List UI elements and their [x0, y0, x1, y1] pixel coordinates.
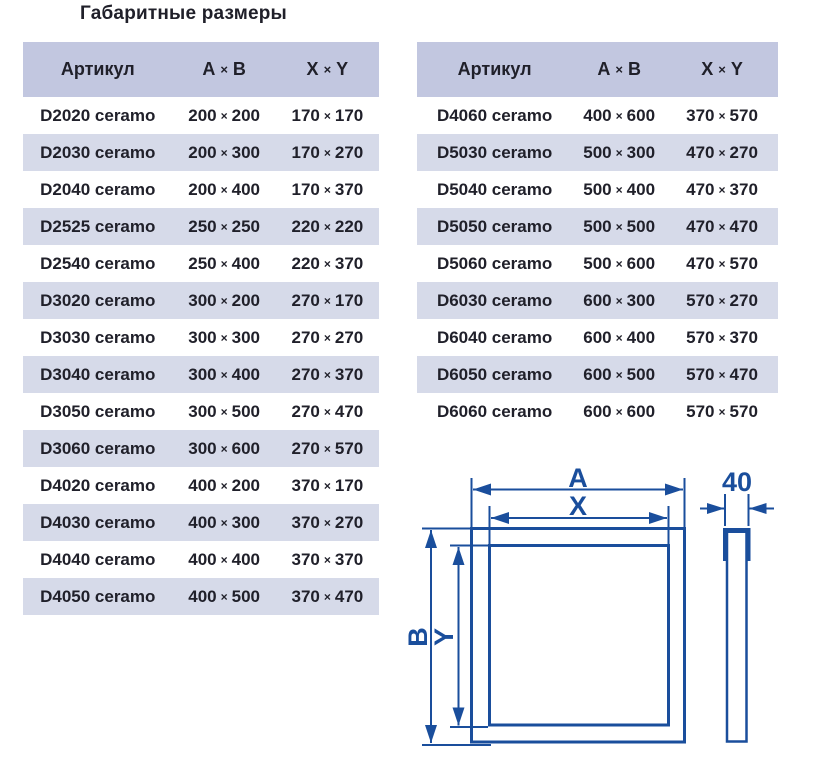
a-arrow-right [665, 484, 683, 496]
multiply-sign: × [220, 404, 228, 419]
xy-cell: 570 × 570 [686, 401, 758, 421]
multiply-sign: × [220, 108, 228, 123]
multiply-sign: × [220, 552, 228, 567]
ab-cell: 400 × 300 [188, 512, 261, 532]
article-cell: D4030 ceramo [40, 512, 156, 532]
table-row [417, 356, 778, 393]
xy-cell: 470 × 370 [686, 179, 758, 199]
multiply-sign: × [718, 219, 726, 234]
multiply-sign: × [615, 367, 623, 382]
multiply-sign: × [718, 108, 726, 123]
table-row [23, 578, 379, 615]
multiply-sign: × [615, 182, 623, 197]
header-ab: A × B [597, 59, 641, 79]
multiply-sign: × [220, 182, 228, 197]
multiply-sign: × [718, 145, 726, 160]
multiply-sign: × [323, 293, 331, 308]
table-row [23, 356, 379, 393]
xy-cell: 370 × 470 [291, 586, 364, 606]
ab-cell: 600 × 300 [583, 290, 656, 310]
ab-cell: 300 × 200 [188, 290, 261, 310]
table-row [23, 97, 379, 134]
xy-cell: 270 × 370 [291, 364, 364, 384]
xy-cell: 470 × 470 [686, 216, 758, 236]
depth-arrow-right [749, 503, 767, 514]
multiply-sign: × [220, 478, 228, 493]
multiply-sign: × [323, 145, 331, 160]
xy-cell: 370 × 270 [291, 512, 364, 532]
article-cell: D5060 ceramo [436, 253, 553, 273]
panel-inner-square [490, 546, 669, 726]
table-row [417, 282, 778, 319]
ab-cell: 200 × 400 [188, 179, 261, 199]
multiply-sign: × [220, 515, 228, 530]
article-cell: D6030 ceramo [436, 290, 553, 310]
article-cell: D6060 ceramo [436, 401, 553, 421]
article-cell: D4020 ceramo [40, 475, 156, 495]
multiply-sign: × [718, 367, 726, 382]
ab-cell: 500 × 500 [583, 216, 656, 236]
multiply-sign: × [615, 219, 623, 234]
x-arrow-left [491, 512, 509, 524]
multiply-sign: × [323, 108, 331, 123]
table-row [23, 282, 379, 319]
table-header [417, 42, 778, 97]
table-row [23, 208, 379, 245]
side-view-body [727, 531, 747, 742]
multiply-sign: × [718, 256, 726, 271]
table-row [23, 430, 379, 467]
a-arrow-left [473, 484, 491, 496]
xy-cell: 570 × 270 [686, 290, 758, 310]
multiply-sign: × [323, 404, 331, 419]
article-cell: D3040 ceramo [40, 364, 156, 384]
ab-cell: 400 × 600 [583, 105, 656, 125]
article-cell: D2040 ceramo [40, 179, 156, 199]
article-cell: D6050 ceramo [436, 364, 553, 384]
ab-cell: 300 × 600 [188, 438, 261, 458]
technical-drawing [400, 455, 816, 757]
article-cell: D5040 ceramo [436, 179, 553, 199]
article-cell: D4040 ceramo [40, 549, 156, 569]
article-cell: D3020 ceramo [40, 290, 156, 310]
multiply-sign: × [323, 552, 331, 567]
table-row [417, 134, 778, 171]
header-ab: A × B [202, 59, 246, 79]
header-article: Артикул [457, 59, 532, 79]
ab-cell: 300 × 500 [188, 401, 261, 421]
multiply-sign: × [615, 108, 623, 123]
header-xy: X × Y [306, 59, 349, 79]
article-cell: D4060 ceramo [436, 105, 553, 125]
multiply-sign: × [718, 293, 726, 308]
table-row [23, 134, 379, 171]
multiply-sign: × [323, 441, 331, 456]
multiply-sign: × [220, 589, 228, 604]
xy-cell: 270 × 470 [291, 401, 364, 421]
table-row [417, 245, 778, 282]
multiply-sign: × [718, 182, 726, 197]
multiply-sign: × [323, 589, 331, 604]
dimensions-table-right [417, 42, 778, 430]
xy-cell: 270 × 570 [291, 438, 364, 458]
table-row [417, 319, 778, 356]
dimension-diagram-svg [400, 455, 816, 752]
article-cell: D5050 ceramo [436, 216, 553, 236]
ab-cell: 250 × 400 [188, 253, 261, 273]
multiply-sign: × [220, 367, 228, 382]
multiply-sign: × [220, 293, 228, 308]
table-row [23, 171, 379, 208]
article-cell: D5030 ceramo [436, 142, 553, 162]
ab-cell: 250 × 250 [188, 216, 261, 236]
ab-cell: 400 × 500 [188, 586, 261, 606]
x-label: X [568, 491, 588, 521]
ab-cell: 600 × 400 [583, 327, 656, 347]
xy-cell: 370 × 570 [686, 105, 758, 125]
article-cell: D2525 ceramo [40, 216, 156, 236]
table-row [23, 245, 379, 282]
xy-cell: 370 × 170 [291, 475, 364, 495]
xy-cell: 370 × 370 [291, 549, 364, 569]
header-xy: X × Y [701, 59, 743, 79]
ab-cell: 600 × 600 [583, 401, 656, 421]
ab-cell: 600 × 500 [583, 364, 656, 384]
multiply-sign: × [323, 182, 331, 197]
header-article: Артикул [60, 59, 135, 79]
table-row [417, 208, 778, 245]
article-cell: D2540 ceramo [40, 253, 156, 273]
article-cell: D2030 ceramo [40, 142, 156, 162]
xy-cell: 470 × 570 [686, 253, 758, 273]
multiply-sign: × [323, 367, 331, 382]
xy-cell: 220 × 370 [291, 253, 364, 273]
b-arrow-top [425, 530, 437, 548]
b-arrow-bottom [425, 725, 437, 743]
multiply-sign: × [220, 145, 228, 160]
article-cell: D6040 ceramo [436, 327, 553, 347]
xy-cell: 570 × 470 [686, 364, 758, 384]
dimensions-table-left [23, 42, 379, 615]
xy-cell: 470 × 270 [686, 142, 758, 162]
ab-cell: 500 × 400 [583, 179, 656, 199]
b-label: B [403, 627, 433, 647]
xy-cell: 270 × 270 [291, 327, 364, 347]
page-title: Габаритные размеры [80, 3, 287, 24]
y-arrow-top [453, 547, 465, 565]
ab-cell: 400 × 200 [188, 475, 261, 495]
multiply-sign: × [615, 330, 623, 345]
table-row [23, 319, 379, 356]
xy-cell: 170 × 270 [291, 142, 364, 162]
a-label: A [568, 463, 588, 493]
multiply-sign: × [718, 404, 726, 419]
depth-arrow-left [707, 503, 725, 514]
multiply-sign: × [615, 256, 623, 271]
multiply-sign: × [323, 478, 331, 493]
xy-cell: 570 × 370 [686, 327, 758, 347]
multiply-sign: × [220, 256, 228, 271]
multiply-sign: × [323, 219, 331, 234]
table-row [23, 504, 379, 541]
xy-cell: 220 × 220 [291, 216, 364, 236]
x-arrow-right [649, 512, 667, 524]
article-cell: D3060 ceramo [40, 438, 156, 458]
multiply-sign: × [323, 256, 331, 271]
ab-cell: 200 × 300 [188, 142, 261, 162]
multiply-sign: × [323, 62, 332, 77]
multiply-sign: × [615, 293, 623, 308]
article-cell: D2020 ceramo [40, 105, 156, 125]
multiply-sign: × [718, 330, 726, 345]
xy-cell: 170 × 170 [291, 105, 364, 125]
xy-cell: 170 × 370 [291, 179, 364, 199]
multiply-sign: × [615, 62, 623, 77]
table-row [23, 393, 379, 430]
multiply-sign: × [615, 145, 623, 160]
depth-label: 40 [721, 467, 753, 497]
ab-cell: 500 × 600 [583, 253, 656, 273]
table-row [23, 467, 379, 504]
multiply-sign: × [323, 330, 331, 345]
article-cell: D3050 ceramo [40, 401, 156, 421]
article-cell: D4050 ceramo [40, 586, 156, 606]
ab-cell: 200 × 200 [188, 105, 261, 125]
article-cell: D3030 ceramo [40, 327, 156, 347]
table-row [417, 393, 778, 430]
multiply-sign: × [220, 441, 228, 456]
multiply-sign: × [220, 219, 228, 234]
ab-cell: 300 × 400 [188, 364, 261, 384]
multiply-sign: × [718, 62, 726, 77]
y-label: Y [429, 627, 459, 647]
xy-cell: 270 × 170 [291, 290, 364, 310]
multiply-sign: × [615, 404, 623, 419]
table-header [23, 42, 379, 97]
multiply-sign: × [323, 515, 331, 530]
table-body [417, 97, 778, 430]
ab-cell: 400 × 400 [188, 549, 261, 569]
table-row [417, 171, 778, 208]
multiply-sign: × [220, 330, 228, 345]
ab-cell: 500 × 300 [583, 142, 656, 162]
ab-cell: 300 × 300 [188, 327, 261, 347]
multiply-sign: × [220, 62, 228, 77]
table-row [417, 97, 778, 134]
table-row [23, 541, 379, 578]
table-body [23, 97, 379, 615]
y-arrow-bottom [453, 708, 465, 726]
